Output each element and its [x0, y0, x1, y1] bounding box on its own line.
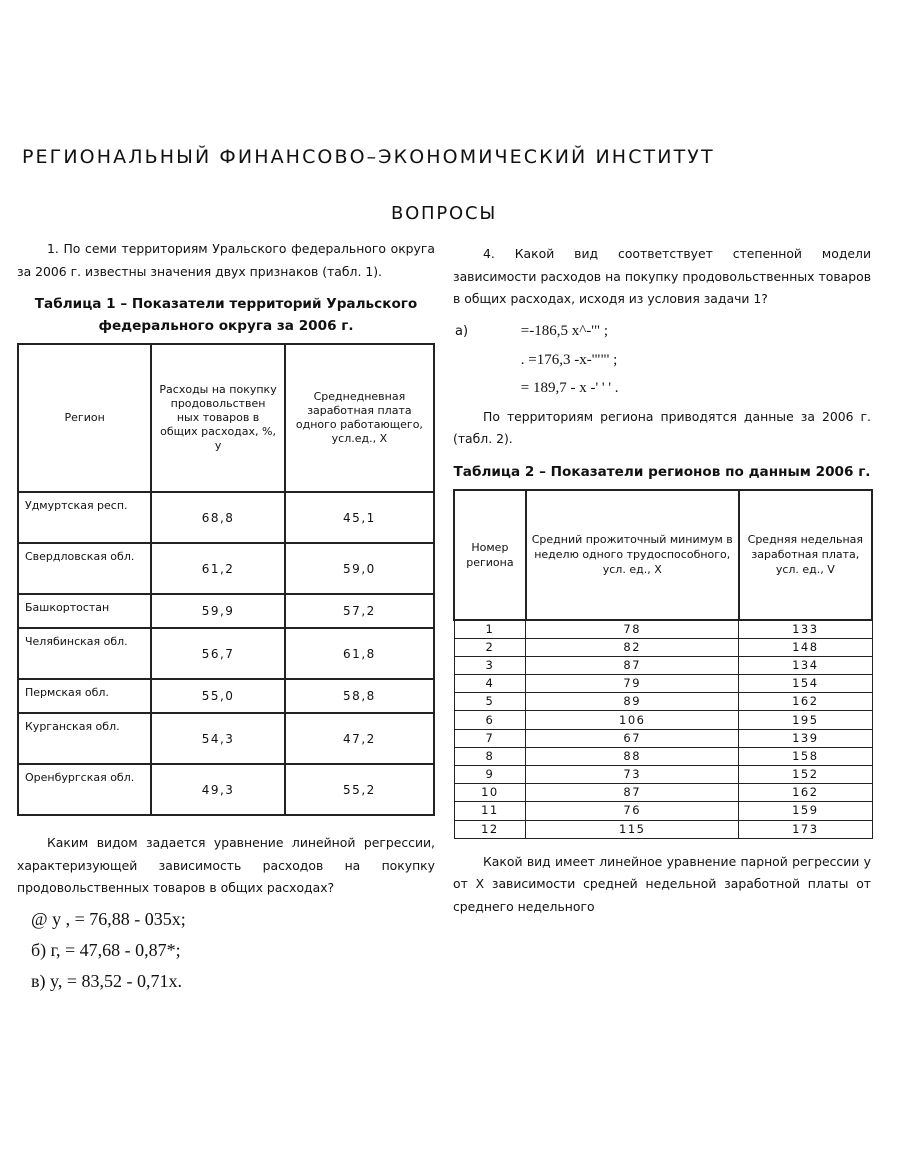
table-row	[18, 679, 434, 713]
table-row	[454, 693, 872, 711]
table-1-header-region: Регион	[18, 344, 151, 492]
table-cell-expenses: 59,9	[151, 594, 285, 628]
table-row	[454, 711, 872, 729]
table-cell-expenses: 56,7	[151, 628, 285, 679]
table-cell-wage: 58,8	[285, 679, 434, 713]
table-cell-wage: 134	[739, 656, 872, 674]
table-cell-wage: 152	[739, 766, 872, 784]
option-a-prefix: а)	[455, 323, 469, 339]
table-row	[454, 747, 872, 765]
table-cell-minimum: 76	[526, 802, 739, 820]
question-1-text: 1. По семи территориям Уральского федерального округа за 2006 г. известны значения двух признаков (табл. 1).	[17, 241, 435, 279]
option-c: в) y, = 83,52 - 0,71x.	[31, 970, 182, 991]
table-row	[454, 802, 872, 820]
table-row	[454, 766, 872, 784]
table-cell-wage: 158	[739, 747, 872, 765]
question-5-text: Какой вид имеет линейное уравнение парной регрессии y от X зависимости средней недельной заработной платы от среднего недельного	[453, 853, 871, 914]
table-cell-number: 4	[454, 675, 526, 693]
right-column	[453, 243, 871, 918]
table-cell-wage: 59,0	[285, 543, 434, 594]
table-2-header-row	[454, 490, 872, 620]
table-cell-expenses: 68,8	[151, 492, 285, 543]
table-cell-region: Курганская обл.	[18, 713, 151, 764]
table-row	[454, 729, 872, 747]
table-2-header-number: Номер региона	[454, 490, 526, 620]
table-cell-region: Челябинская обл.	[18, 628, 151, 679]
option-b-formula: . =176,3 -x-'""' ;	[520, 351, 618, 368]
table-row	[454, 620, 872, 639]
question-5-intro: По территориям региона приводятся данные за 2006 г. (табл. 2).	[453, 408, 871, 446]
table-cell-number: 10	[454, 784, 526, 802]
table-cell-region: Удмуртская респ.	[18, 492, 151, 543]
table-2-header-wage: Средняя недельная заработная плата, усл. ед., V	[739, 490, 872, 620]
section-title: ВОПРОСЫ	[390, 203, 498, 224]
table-row	[18, 764, 434, 815]
table-cell-wage: 162	[739, 693, 872, 711]
table-cell-region: Башкортостан	[18, 594, 151, 628]
table-1-caption: Таблица 1 – Показатели территорий Уральского федерального округа за 2006 г.	[34, 296, 418, 334]
table-2	[453, 489, 873, 839]
table-cell-wage: 148	[739, 638, 872, 656]
table-row	[18, 543, 434, 594]
table-cell-number: 1	[454, 620, 526, 639]
table-row	[454, 675, 872, 693]
table-cell-expenses: 61,2	[151, 543, 285, 594]
table-2-header-minimum: Средний прожиточный минимум в неделю одного трудоспособного, усл. ед., X	[526, 490, 739, 620]
table-row	[18, 492, 434, 543]
table-cell-number: 8	[454, 747, 526, 765]
table-cell-wage: 57,2	[285, 594, 434, 628]
question-4-text: 4. Какой вид соответствует степенной модели зависимости расходов на покупку продовольственных товаров в общих расходах, исходя из условия задачи 1?	[453, 246, 871, 306]
table-row	[454, 820, 872, 838]
table-cell-number: 6	[454, 711, 526, 729]
table-cell-wage: 159	[739, 802, 872, 820]
option-b	[453, 346, 871, 374]
table-1-header-wage: Среднедневная заработная плата одного работающего, усл.ед., X	[285, 344, 434, 492]
option-a: @ y , = 76,88 - 035x;	[31, 908, 186, 929]
table-row	[18, 594, 434, 628]
table-cell-minimum: 73	[526, 766, 739, 784]
table-cell-minimum: 79	[526, 675, 739, 693]
table-cell-wage: 133	[739, 620, 872, 639]
table-cell-number: 11	[454, 802, 526, 820]
option-b: б) г, = 47,68 - 0,87*;	[31, 939, 181, 960]
table-cell-wage: 47,2	[285, 713, 434, 764]
table-cell-expenses: 49,3	[151, 764, 285, 815]
table-cell-region: Оренбургская обл.	[18, 764, 151, 815]
table-cell-minimum: 115	[526, 820, 739, 838]
option-c-formula: = 189,7 - x -' ' ' .	[520, 379, 619, 396]
table-cell-wage: 45,1	[285, 492, 434, 543]
table-1	[17, 343, 435, 816]
left-column	[17, 238, 435, 997]
table-cell-number: 3	[454, 656, 526, 674]
table-cell-minimum: 78	[526, 620, 739, 639]
table-2-caption: Таблица 2 – Показатели регионов по данным 2006 г.	[453, 463, 871, 480]
table-row	[18, 713, 434, 764]
table-cell-wage: 195	[739, 711, 872, 729]
table-cell-minimum: 89	[526, 693, 739, 711]
table-cell-region: Свердловская обл.	[18, 543, 151, 594]
table-row	[454, 638, 872, 656]
table-cell-expenses: 55,0	[151, 679, 285, 713]
table-cell-region: Пермская обл.	[18, 679, 151, 713]
option-c	[453, 374, 871, 402]
table-cell-wage: 162	[739, 784, 872, 802]
table-cell-minimum: 88	[526, 747, 739, 765]
question-2-options	[17, 904, 435, 997]
table-1-header-row	[18, 344, 434, 492]
table-cell-wage: 61,8	[285, 628, 434, 679]
table-cell-number: 9	[454, 766, 526, 784]
question-2-text: Каким видом задается уравнение линейной регрессии, характеризующей зависимость расходов на покупку продовольственных товаров в общих расходах?	[17, 835, 435, 895]
table-cell-minimum: 87	[526, 656, 739, 674]
institute-header: РЕГИОНАЛЬНЫЙ ФИНАНСОВО–ЭКОНОМИЧЕСКИЙ ИНСТИТУТ	[22, 146, 715, 168]
table-cell-minimum: 87	[526, 784, 739, 802]
option-a	[453, 317, 871, 346]
table-cell-wage: 139	[739, 729, 872, 747]
table-cell-wage: 55,2	[285, 764, 434, 815]
table-1-header-expenses: Расходы на покупку продовольствен ных товаров в общих расходах, %, y	[151, 344, 285, 492]
table-cell-number: 2	[454, 638, 526, 656]
table-cell-minimum: 67	[526, 729, 739, 747]
table-cell-wage: 173	[739, 820, 872, 838]
table-cell-number: 5	[454, 693, 526, 711]
table-cell-minimum: 106	[526, 711, 739, 729]
table-row	[454, 784, 872, 802]
table-row	[18, 628, 434, 679]
table-cell-expenses: 54,3	[151, 713, 285, 764]
table-cell-number: 7	[454, 729, 526, 747]
option-a-formula: =-186,5 x^-'" ;	[520, 322, 608, 339]
question-4-options	[453, 317, 871, 402]
table-row	[454, 656, 872, 674]
table-cell-wage: 154	[739, 675, 872, 693]
table-cell-minimum: 82	[526, 638, 739, 656]
table-cell-number: 12	[454, 820, 526, 838]
